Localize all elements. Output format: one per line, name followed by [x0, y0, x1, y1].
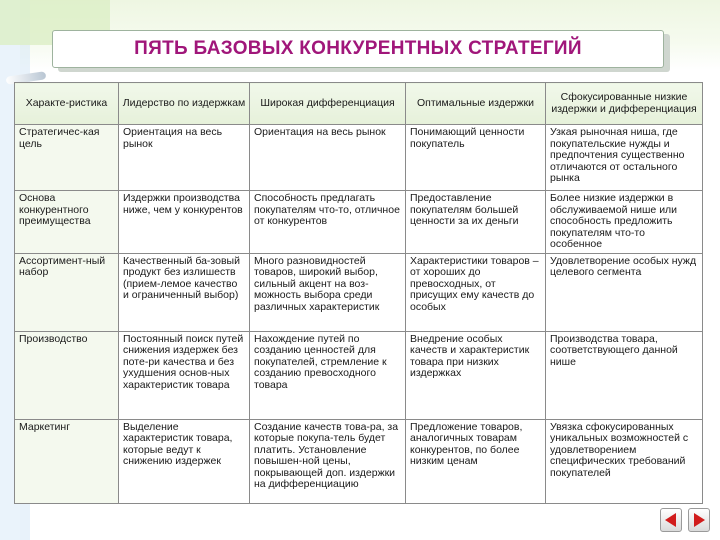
table-cell: Предоставление покупателям большей ценности за их деньги	[406, 191, 546, 254]
table-cell: Выделение характеристик товара, которые ведут к снижению издержек	[119, 419, 250, 503]
row-label: Стратегичес-кая цель	[15, 125, 119, 191]
page-title: ПЯТЬ БАЗОВЫХ КОНКУРЕНТНЫХ СТРАТЕГИЙ	[134, 38, 582, 59]
table-cell: Увязка сфокусированных уникальных возможностей с удовлетворением специфических требований покупателей	[546, 419, 703, 503]
title-box	[52, 30, 664, 68]
table-cell: Качественный ба-зовый продукт без излишеств (прием-лемое качество и ограниченный выбор)	[119, 253, 250, 331]
column-header-focused: Сфокусированные низкие издержки и дифференциация	[546, 83, 703, 125]
table-cell: Много разновидностей товаров, широкий выбор, сильный акцент на воз-можность выбора среди различных характеристик	[250, 253, 406, 331]
table-cell: Постоянный поиск путей снижения издержек без поте-ри качества и без ухудшения основ-ных характеристик товара	[119, 331, 250, 419]
table-cell: Предложение товаров, аналогичных товарам конкурентов, по более низким ценам	[406, 419, 546, 503]
table-row	[15, 191, 703, 254]
table-cell: Нахождение путей по созданию ценностей для покупателей, стремление к созданию превосходного товара	[250, 331, 406, 419]
table-row	[15, 125, 703, 191]
table-cell: Ориентация на весь рынок	[250, 125, 406, 191]
row-label: Производство	[15, 331, 119, 419]
table-row	[15, 331, 703, 419]
table-cell: Внедрение особых качеств и характеристик товара при низких издержках	[406, 331, 546, 419]
row-label: Ассортимент-ный набор	[15, 253, 119, 331]
next-slide-button[interactable]	[688, 508, 710, 532]
table-cell: Узкая рыночная ниша, где покупательские нужды и предпочтения существенно отличаются от остального рынка	[546, 125, 703, 191]
table-cell: Издержки производства ниже, чем у конкурентов	[119, 191, 250, 254]
prev-slide-button[interactable]	[660, 508, 682, 532]
table-cell: Характеристики товаров – от хороших до превосходных, от присущих ему качеств до особых	[406, 253, 546, 331]
table-cell: Удовлетворение особых нужд целевого сегмента	[546, 253, 703, 331]
row-label: Маркетинг	[15, 419, 119, 503]
table-row	[15, 419, 703, 503]
strategies-table	[14, 82, 703, 504]
column-header-cost-leadership: Лидерство по издержкам	[119, 83, 250, 125]
column-header-best-cost: Оптимальные издержки	[406, 83, 546, 125]
table-cell: Ориентация на весь рынок	[119, 125, 250, 191]
column-header-characteristic: Характе-ристика	[15, 83, 119, 125]
table-cell: Более низкие издержки в обслуживаемой нише или способность предложить покупателям что-то особенное	[546, 191, 703, 254]
table-cell: Способность предлагать покупателям что-то, отличное от конкурентов	[250, 191, 406, 254]
row-label: Основа конкурентного преимущества	[15, 191, 119, 254]
table-row	[15, 253, 703, 331]
table-cell: Производства товара, соответствующего данной нише	[546, 331, 703, 419]
column-header-broad-differentiation: Широкая дифференциация	[250, 83, 406, 125]
table-cell: Создание качеств това-ра, за которые покупа-тель будет платить. Установление повышен-ной цены, покрывающей доп. издержки на дифференциацию	[250, 419, 406, 503]
forward-arrow-icon	[689, 509, 709, 531]
table-header-row	[15, 83, 703, 125]
table-cell: Понимающий ценности покупатель	[406, 125, 546, 191]
back-arrow-icon	[661, 509, 681, 531]
